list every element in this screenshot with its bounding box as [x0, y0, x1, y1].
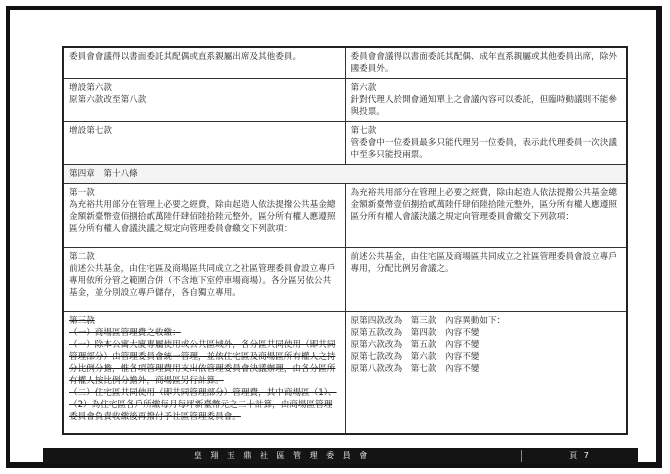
deleted-clause-cell: 第三款 （一）商場區管理費之收繳： （一）除本公寓大廈專屬使用或公共區域外，各分區共同使用（即共同管理部分）由管理委員會統一管理，並依住宅區及商場區所有權人之持分比例分擔，惟各項管理費用支出依管理委員會決議辦理，由各分區所有權人按比例分擔外，商場區另行計算。 （二）住宅區共同使用（即共同管理部分）管理費，其中商場區（1）、（2）為住宅區各戶所繳每月每坪新臺幣元之二十計算，由商場區管理委員會負責收繳後再撥付予社區管理委員會。	[63, 312, 345, 434]
table-row	[63, 122, 627, 165]
original-clause-cell: 增設第六款 原第六款改至第八款	[63, 79, 345, 122]
amended-clause-cell: 委員會會議得以書面委託其配偶、成年直系親屬或其他委員出席，除外國委員外。	[345, 47, 627, 79]
original-clause-cell: 第二款 前述公共基金，由住宅區及商場區共同成立之社區管理委員會設立專戶專用依所分管之範圍合併（不含地下室停車場商場）。各分區另依公共基金，並分別設立專戶儲存，各自獨立專用。	[63, 248, 345, 312]
footer-bar	[43, 448, 638, 464]
original-clause-cell: 委員會會議得以書面委託其配偶或直系親屬出席及其他委員。	[63, 47, 345, 79]
amended-clause-cell: 原第四款改為 第三款 內容異動如下： 原第五款改為 第四款 內容不變 原第六款改為 第五款 內容不變 原第七款改為 第六款 內容不變 原第八款改為 第七款 內容不變	[345, 312, 627, 434]
amended-clause-cell: 第六款 針對代理人於開會通知單上之會議內容可以委託，但臨時動議則不能參與投票。	[345, 79, 627, 122]
table-row	[63, 79, 627, 122]
amended-clause-cell: 前述公共基金，由住宅區及商場區共同成立之社區管理委員會設立專戶專用，分配比例另會議之。	[345, 248, 627, 312]
original-clause-cell: 增設第七款	[63, 122, 345, 165]
table-row	[63, 47, 627, 79]
section-heading: 第四章 第十八條	[63, 165, 627, 184]
section-row	[63, 165, 627, 184]
table-row	[63, 248, 627, 312]
document-page	[6, 6, 662, 468]
amended-clause-cell: 為充裕共用部分在管理上必要之經費，除由起造人依法提撥公共基金總金額新臺幣壹佰捌拾貳萬陸仟肆佰陸拾陸元整外，區分所有權人應遵照區分所有權人會議決議之規定向管理委員會繳交下列款項：	[345, 184, 627, 248]
amendment-table	[62, 46, 628, 435]
table-row	[63, 312, 627, 434]
table-row	[63, 184, 627, 248]
original-clause-cell: 第一款 為充裕共用部分在管理上必要之經費，除由起造人依法提撥公共基金總金額新臺幣壹佰捌拾貳萬陸仟肆佰陸拾陸元整外，區分所有權人應遵照區分所有權人會議決議之規定向管理委員會繳交下列款項：	[63, 184, 345, 248]
page-number: 頁 7	[569, 451, 591, 460]
amended-clause-cell: 第七款 管委會中一位委員最多只能代理另一位委員，表示此代理委員一次決議中至多只能投兩票。	[345, 122, 627, 165]
footer-title: 皇 翔 玉 鼎 社 區 管 理 委 員 會	[193, 451, 371, 460]
